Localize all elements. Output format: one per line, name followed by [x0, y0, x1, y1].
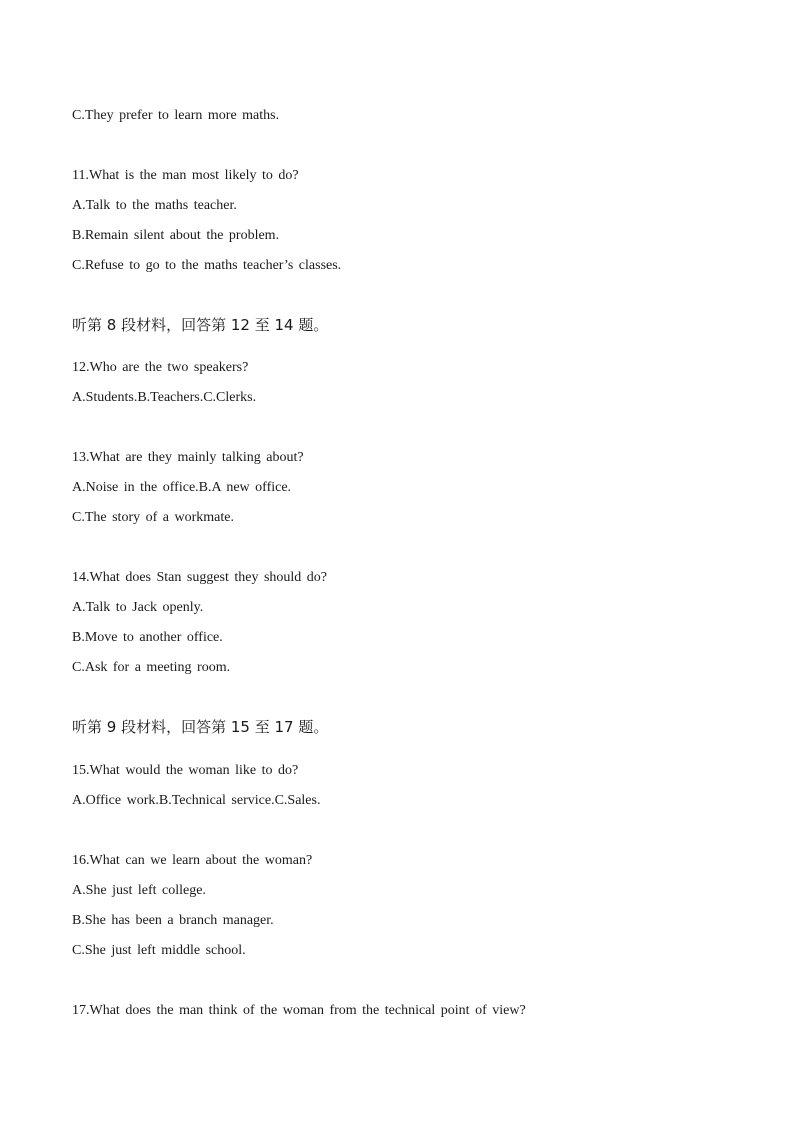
- option-11b: B.Remain silent about the problem.: [72, 228, 280, 243]
- option-16c: C.She just left middle school.: [72, 943, 246, 958]
- question-14: 14.What does Stan suggest they should do?: [72, 570, 328, 585]
- option-11c: C.Refuse to go to the maths teacher’s classes.: [72, 258, 342, 273]
- question-16: 16.What can we learn about the woman?: [72, 853, 313, 868]
- question-15: 15.What would the woman like to do?: [72, 763, 299, 778]
- question-11: 11.What is the man most likely to do?: [72, 168, 299, 183]
- section-heading-8: 听第 8 段材料，回答第 12 至 14 题。: [72, 316, 329, 334]
- question-17: 17.What does the man think of the woman from the technical point of view?: [72, 1003, 526, 1018]
- option-13ab: A.Noise in the office.B.A new office.: [72, 480, 292, 495]
- question-13: 13.What are they mainly talking about?: [72, 450, 304, 465]
- option-14b: B.Move to another office.: [72, 630, 223, 645]
- option-14c: C.Ask for a meeting room.: [72, 660, 231, 675]
- option-16b: B.She has been a branch manager.: [72, 913, 274, 928]
- question-12: 12.Who are the two speakers?: [72, 360, 249, 375]
- option-14a: A.Talk to Jack openly.: [72, 600, 204, 615]
- option-11a: A.Talk to the maths teacher.: [72, 198, 237, 213]
- option-15abc: A.Office work.B.Technical service.C.Sales.: [72, 793, 321, 808]
- section-heading-9: 听第 9 段材料，回答第 15 至 17 题。: [72, 718, 329, 736]
- option-10c: C.They prefer to learn more maths.: [72, 108, 280, 123]
- option-12abc: A.Students.B.Teachers.C.Clerks.: [72, 390, 257, 405]
- option-13c: C.The story of a workmate.: [72, 510, 234, 525]
- option-16a: A.She just left college.: [72, 883, 206, 898]
